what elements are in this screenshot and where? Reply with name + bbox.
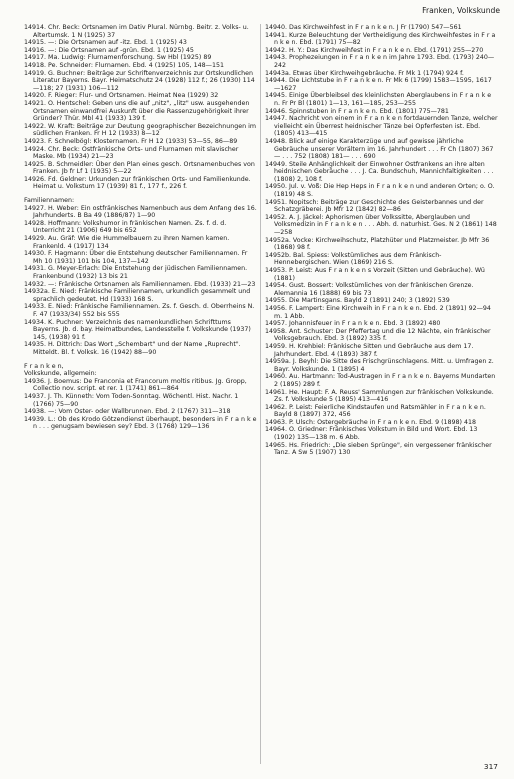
bibliography-entry: 14947. Nachricht von einem in F r a n k e n fortdauernden Tanze, welcher vielleicht ein Überrest heidnischer Tänze bei Opferfesten ist. Ebd. (1805) 413—415 (265, 115, 498, 138)
bibliography-entry: 14924. Chr. Beck: Ostfränkische Orts- und Flurnamen mit slavischer Maske. Mb (1934) 21—23 (24, 145, 239, 161)
bibliography-entry: 14936. J. Boemus: De Franconia et Francorum moltis ritibus. Jg. Gropp, Collectio nov. script. et rer. 1 (1741) 861—864 (24, 377, 247, 393)
bibliography-entry: 14940. Das Kirchweihfest in F r a n k e n. J Fr (1790) 547—561 (265, 24, 462, 31)
bibliography-entry: 14943a. Etwas über Kirchweihgebräuche. Fr Mk 1 (1794) 924 f. (265, 69, 464, 77)
bibliography-entry: 14959a. J. Beyhl: Die Sitte des Frischgrünschlagens. Mitt. u. Umfragen z. Bayr. Volkskunde. 1 (1895) 4 (265, 358, 494, 373)
bibliography-entry: 14955. Die Martinsgans. Bayld 2 (1891) 240; 3 (1892) 539 (265, 297, 450, 305)
bibliography-entry: 14941. Kurze Beleuchtung der Vertheidigung des Kirchweihfestes in F r a n k e n. Ebd. (1791) 75—82 (265, 31, 496, 47)
bibliography-entry: 14928. Hoffmann: Volkshumor in fränkischen Namen. Zs. f. d. d. Unterricht 21 (1906) 649 bis 652 (24, 219, 227, 235)
bibliography-entry: 14948. Blick auf einige Karakterzüge und auf gewisse jährliche Gebräuche unserer Vorältern im 16. Jahrhundert . . . Fr Ch (1807) 367— . . . 752 (1808) 181— . . . 690 (265, 137, 494, 161)
bibliography-entry: 14957. Johannisfeuer in F r a n k e n. Ebd. 3 (1892) 480 (265, 320, 441, 328)
left-column (24, 24, 257, 431)
bibliography-entry: 14952. A. J. Jäckel: Aphorismen über Volkssitte, Aberglauben und Volksmedizin in F r a n k e n . . . Abh. d. naturhist. Ges. N 2 (1861) 148—258 (265, 213, 497, 237)
bibliography-entry: 14949. Steile Anhänglichkeit der Einwohner Ostfrankens an ihre alten heidnischen Gebräuche . . . J. Ca. Bundschuh, Mannichfaltigkeiten . . . (1808) 2, 108 f. (265, 160, 494, 183)
bibliography-entry: 14952a. Vocke: Kirchweihschutz, Platzhüter und Platzmeister. Jb Mfr 36 (1868) 98 f. (265, 236, 490, 252)
bibliography-entry: 14915. —: Die Ortsnamen auf -itz. Ebd. 1 (1925) 43 (24, 39, 187, 47)
bibliography-entry: 14942. H. Y.: Das Kirchweihfest in F r a n k e n. Ebd. (1791) 255—270 (265, 46, 484, 54)
section-heading-folklore-general: F r a n k e n, Volkskunde, allgemein: (24, 362, 97, 378)
bibliography-entry: 14944. Die Lichtstube in F r a n k e n. Fr Mk 6 (1799) 1583—1595, 1617—1627 (265, 77, 492, 92)
bibliography-entry: 14922. W. Kraft: Beiträge zur Deutung geographischer Bezeichnungen im südlichen Franken. Fr H 12 (1933) 8—12 (24, 122, 256, 138)
bibliography-entry: 14926. Fd. Geldner: Urkunden zur fränkischen Orts- und Familienkunde. Heimat u. Volkstum 17 (1939) 81 f., 177 f., 226 f. (24, 175, 251, 191)
bibliography-entry: 14961. He. Haupt: F. A. Reuss' Sammlungen zur fränkischen Volkskunde. Zs. f. Volkskunde 5 (1895) 413—416 (265, 388, 494, 404)
entry-list-folklore-general (24, 378, 257, 431)
bibliography-entry: 14933. E. Nied: Fränkische Familiennamen. Zs. f. Gesch. d. Oberrheins N. F. 47 (1933/34) 552 bis 555 (24, 303, 255, 318)
bibliography-entry: 14962. P. Leist: Feierliche Kindstaufen und Ratsmähler in F r a n k e n. Bayld 8 (1897) 372, 456 (265, 403, 486, 419)
bibliography-entry: 14917. Ma. Ludwig: Flurnamenforschung. Sw Hbl (1925) 89 (24, 54, 212, 62)
bibliography-entry: 14925. B. Schmeidler: Über den Plan eines gesch. Ortsnamenbuches von Franken. Jb fr Lf 1 (1935) 5—22 (24, 160, 255, 176)
bibliography-entry: 14923. F. Schnelbögl: Klosternamen. Fr H 12 (1933) 53—55, 86—89 (24, 137, 238, 145)
bibliography-entry: 14956. F. Lampert: Eine Kirchweih in F r a n k e n. Ebd. 2 (1891) 92—94 m. 1 Abb. (265, 304, 491, 320)
bibliography-entry: 14927. H. Weber: Ein ostfränkisches Namenbuch aus dem Anfang des 16. Jahrhunderts. B Ba 49 (1886/87) 1—90 (24, 204, 257, 220)
bibliography-entry: 14934. K. Puchner: Verzeichnis des namenkundlichen Schrifttums Bayerns. Jb. d. bay. Heimatbundes, Landesstelle f. Volkskunde (1937) 145, (1938) 91 f. (24, 318, 251, 341)
bibliography-entry: 14921. O. Hentschel: Geben uns die auf „nitz", „litz" usw. ausgehenden Ortsnamen einwandfrei Auskunft über die Rassenzugehörigkeit ihrer Gründer? Thür. Mbl 41 (1933) 139 f. (24, 99, 250, 123)
bibliography-entry: 14952b. Bal. Spiess: Volkstümliches aus dem Fränkisch-Hennebergischen. Wien (1869) 216 S. (265, 251, 442, 267)
column-divider (260, 24, 261, 764)
bibliography-entry: 14932. —: Fränkische Ortsnamen als Familiennamen. Ebd. (1933) 21—23 (24, 280, 256, 288)
page-number: 317 (483, 762, 498, 771)
bibliography-entry: 14914. Chr. Beck: Ortsnamen im Dativ Plural. Nürnbg. Beitr. z. Volks- u. Altertumsk. 1 N (1925) 37 (24, 24, 249, 39)
entry-list-family-names (24, 205, 257, 357)
bibliography-entry: 14954. Gust. Bossert: Volkstümliches von der fränkischen Grenze. Alemannia 16 (1888) 69 bis 73 (265, 282, 474, 297)
bibliography-entry: 14959. H. Krehbiel: Fränkische Sitten und Gebräuche aus dem 17. Jahrhundert. Ebd. 4 (1893) 387 f. (265, 342, 474, 358)
bibliography-entry: 14938. —: Vom Oster- oder Wallbrunnen. Ebd. 2 (1767) 311—318 (24, 408, 231, 416)
bibliography-entry: 14963. P. Ulsch: Ostergebräuche in F r a n k e n. Ebd. 9 (1898) 418 (265, 418, 477, 426)
bibliography-entry: 14935. H. Dittrich: Das Wort „Schembart" und der Name „Ruprecht". Mitteldt. Bl. f. Volksk. 16 (1942) 88—90 (24, 341, 241, 356)
bibliography-entry: 14929. Au. Gräf: Wie die Hummelbauern zu ihren Namen kamen. Frankenld. 4 (1917) 134 (24, 235, 230, 250)
right-column (265, 24, 498, 457)
bibliography-entry: 14920. F. Rieger: Flur- und Ortsnamen. Heimat Nea (1929) 32 (24, 92, 219, 100)
bibliography-entry: 14918. Pe. Schneider: Flurnamen. Ebd. 4 (1925) 105, 148—151 (24, 61, 224, 69)
bibliography-entry: 14951. Nopitsch: Beiträge zur Geschichte des Geisterbannes und der Schatzgräberei. Jb Mfr 12 (1842) 82—86 (265, 198, 484, 214)
bibliography-entry: 14953. P. Leist: Aus F r a n k e n s Vorzeit (Sitten und Gebräuche). Wü (1881) (265, 267, 485, 282)
bibliography-entry: 14931. G. Meyer-Erlach: Die Entstehung der jüdischen Familiennamen. Frankenbund (1932) 13 bis 21 (24, 265, 248, 280)
bibliography-entry: 14960. Au. Hartmann: Tod-Austragen in F r a n k e n. Bayerns Mundarten 2 (1895) 289 f. (265, 373, 496, 388)
bibliography-entry: 14964. O. Griedner: Fränkisches Volkstum in Bild und Wort. Ebd. 13 (1902) 135—138 m. 6 Abb. (265, 426, 478, 442)
running-header: Franken, Volkskunde (422, 6, 500, 15)
bibliography-entry: 14958. Ant. Schuster: Der Pfeffertag und die 12 Nächte, ein fränkischer Volksgebrauch. Ebd. 3 (1892) 335 f. (265, 327, 491, 343)
bibliography-entry: 14950. Jul. v. Voß: Die Hep Heps in F r a n k e n und anderen Orten; o. O. (1819) 48 S. (265, 183, 495, 199)
bibliography-entry: 14932a. E. Nied: Fränkische Familiennamen, urkundlich gesammelt und sprachlich gedeutet. Hd (1933) 168 S. (24, 288, 251, 303)
bibliography-entry: 14943. Prophezeiungen in F r a n k e n im Jahre 1793. Ebd. (1793) 240—242 (265, 54, 495, 69)
entry-list-place-names (24, 24, 257, 191)
bibliography-entry: 14939. L.: Ob des Krodo Götzendienst überhaupt, besonders in F r a n k e n . . . genugsam bewiesen sey? Ebd. 3 (1768) 129—136 (24, 415, 257, 431)
bibliography-entry: 14946. Spinnstuben in F r a n k e n. Ebd. (1801) 775—781 (265, 107, 449, 115)
bibliography-entry: 14916. —: Die Ortsnamen auf -grün. Ebd. 1 (1925) 45 (24, 46, 194, 54)
section-heading-family-names: Familiennamen: (24, 197, 75, 205)
bibliography-entry: 14930. F. Hagmann: Über die Entstehung deutscher Familiennamen. Fr Mh 10 (1931) 101 bis 104, 137—142 (24, 250, 248, 265)
bibliography-entry: 14937. J. Th. Künneth: Vom Toden-Sonntag. Wöchentl. Hist. Nachr. 1 (1766) 75—90 (24, 392, 239, 408)
bibliography-entry: 14919. G. Buchner: Beiträge zur Schriftenverzeichnis zur Ortskundlichen Literatur Bayerns. Bayr. Heimatschutz 24 (1928) 112 f.; 26 (1930) 114—118; 27 (1931) 106—112 (24, 69, 255, 92)
bibliography-entry: 14945. Einige Überbleibsel des kleinlichsten Aberglaubens in F r a n k e n. Fr Pr Bl (1801) 1—13, 161—185, 253—255 (265, 92, 492, 107)
bibliography-entry: 14965. Hs. Friedrich: „Die sieben Sprünge", ein vergessener fränkischer Tanz. A Sw 5 (1907) 130 (265, 441, 492, 457)
